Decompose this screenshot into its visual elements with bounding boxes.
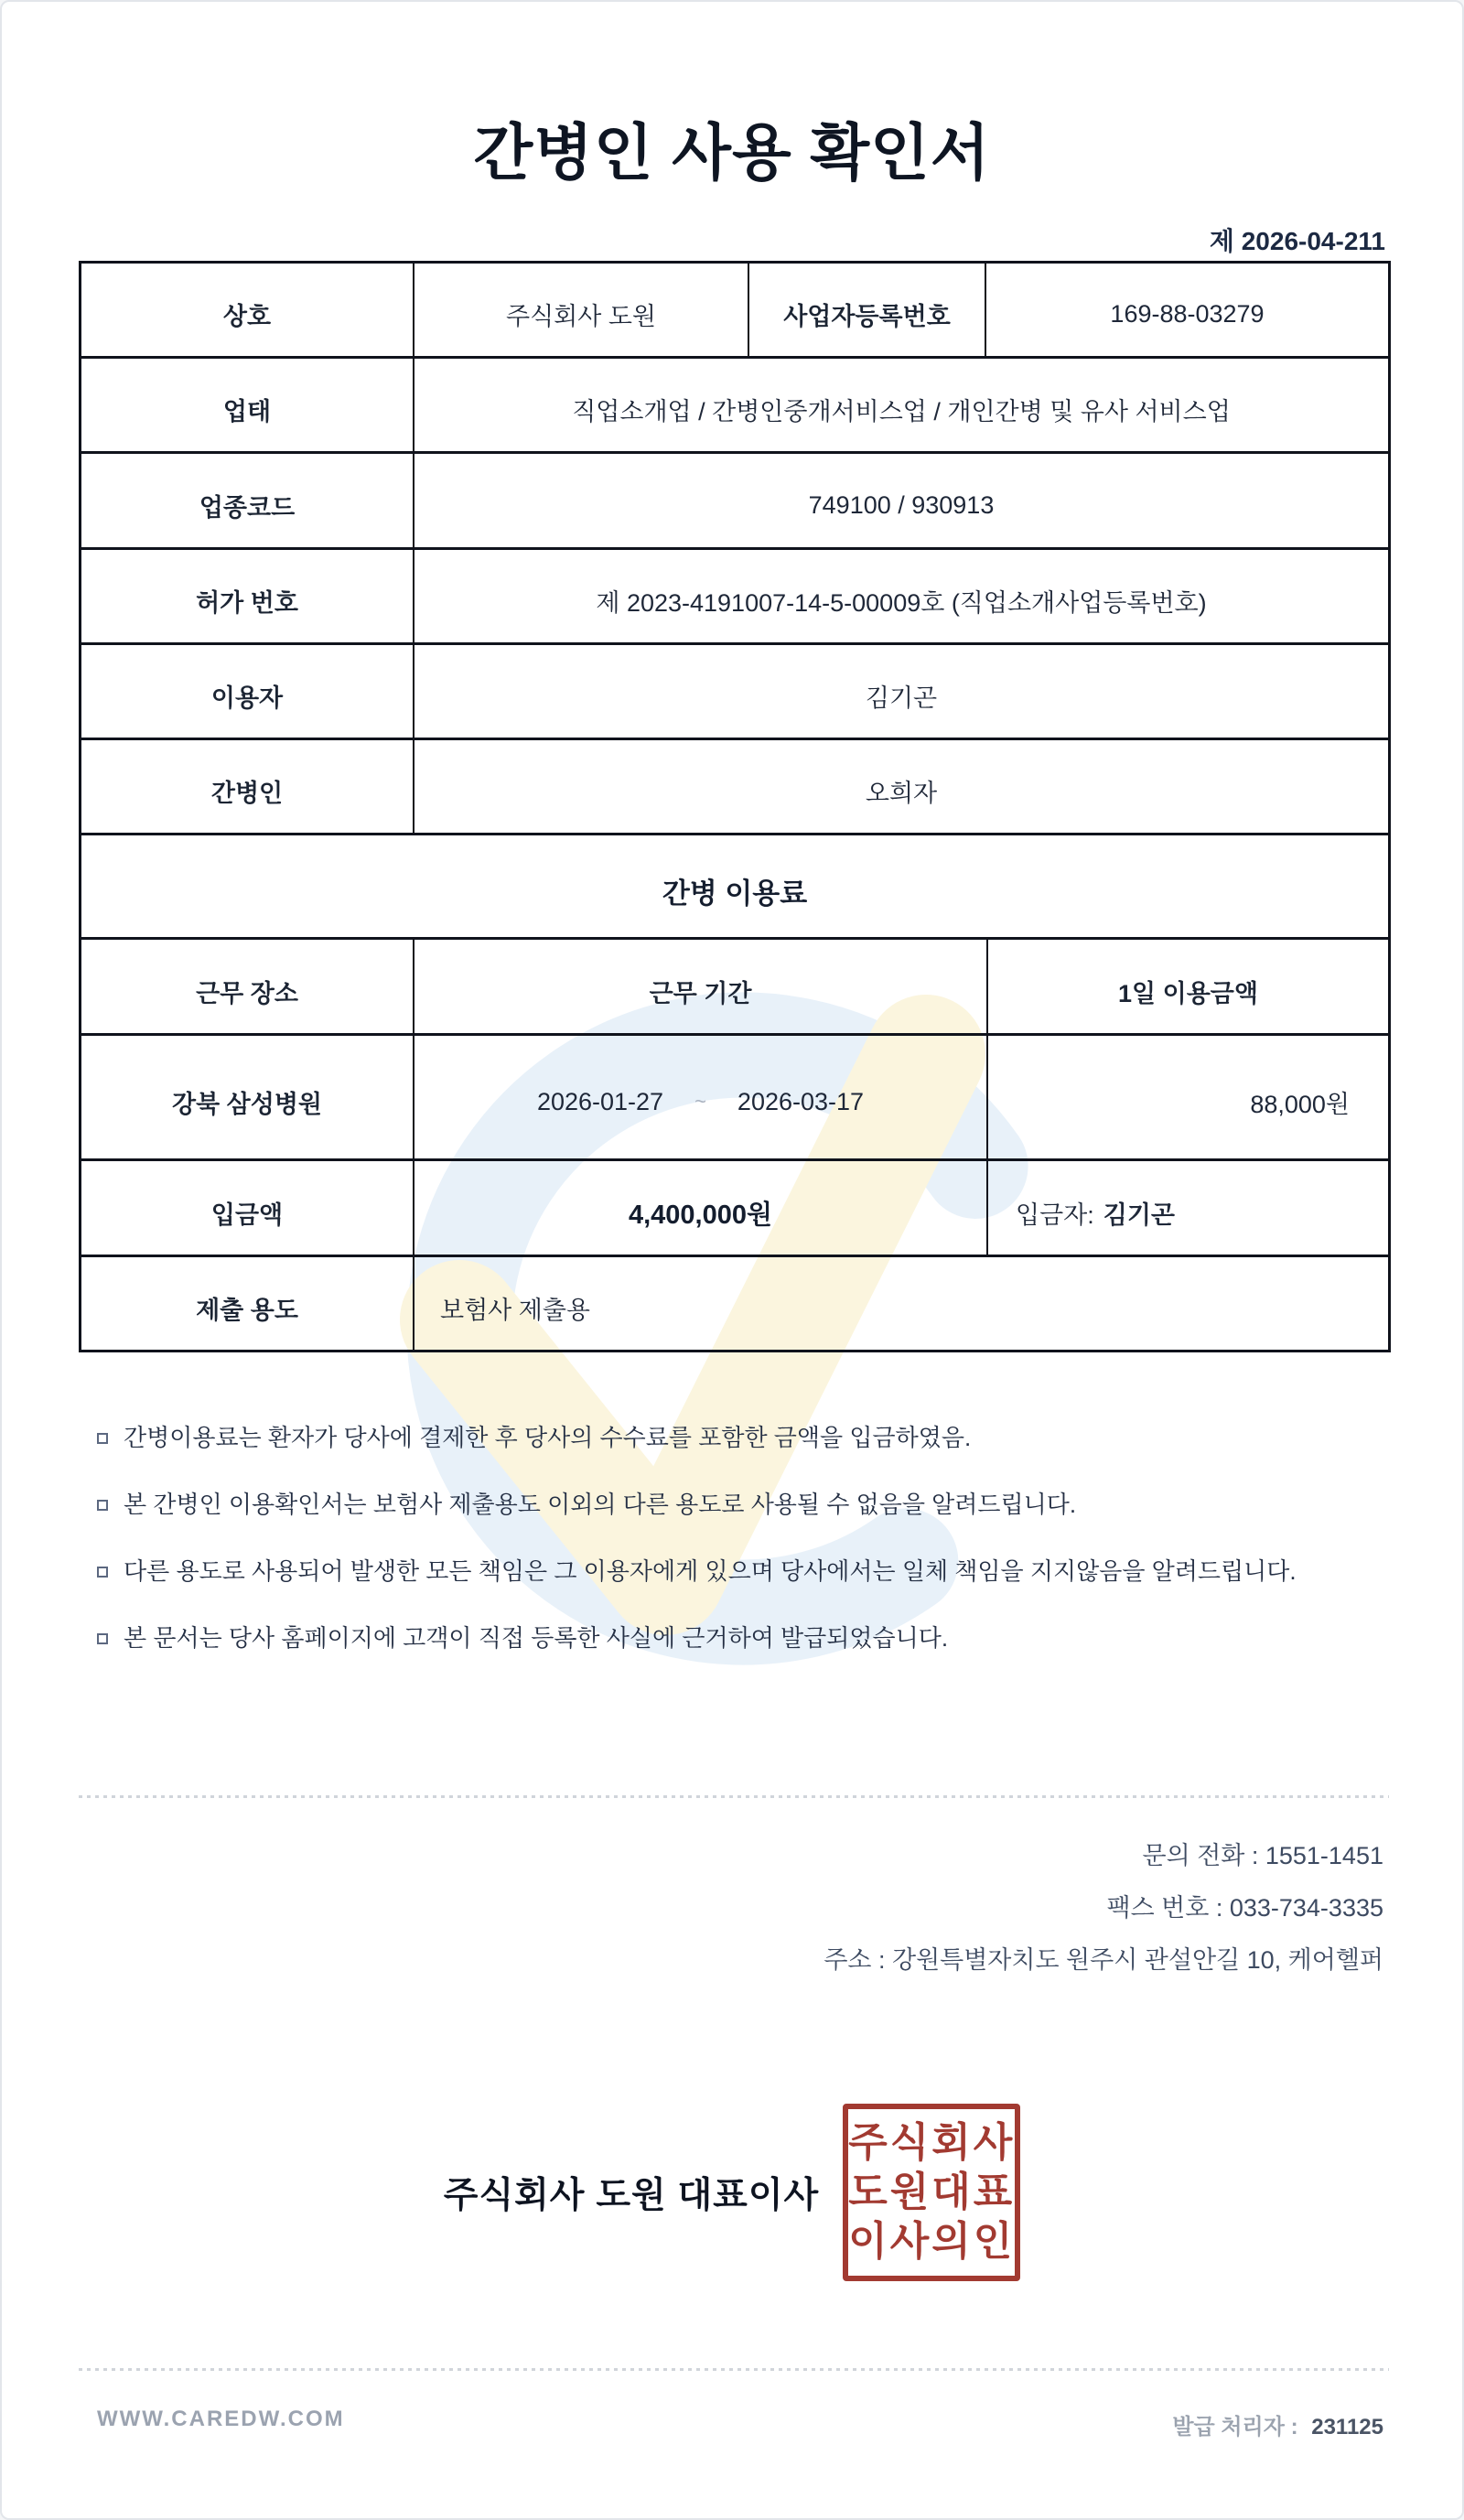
table-row-fee-data (81, 1036, 1388, 1161)
field-label-license-number: 허가 번호 (81, 550, 414, 642)
stamp-text-line: 도원대표 (848, 2170, 1016, 2215)
note-text: 간병이용료는 환자가 당사에 결제한 후 당사의 수수료를 포함한 금액을 입금하였음. (124, 1424, 972, 1451)
field-label-company: 상호 (81, 264, 414, 356)
field-value-daily-fee: 88,000원 (1250, 1090, 1350, 1118)
table-row-license-number (81, 550, 1388, 645)
field-label-business-code: 업종코드 (81, 454, 414, 547)
depositor-label: 입금자: (1016, 1201, 1094, 1229)
column-header-work-period: 근무 기간 (414, 940, 988, 1033)
field-value-depositor (988, 1161, 1388, 1255)
column-header-daily-fee: 1일 이용금액 (1118, 979, 1258, 1007)
work-period-start-date: 2026-01-27 (536, 1087, 664, 1115)
field-value-purpose: 보험사 제출용 (440, 1297, 590, 1324)
field-value-company: 주식회사 도원 (414, 264, 749, 356)
note-item (97, 1489, 1367, 1520)
table-row-deposit (81, 1161, 1388, 1257)
field-value-deposit-amount: 4,400,000원 (414, 1161, 988, 1255)
note-text: 본 문서는 당사 홈페이지에 고객이 직접 등록한 사실에 근거하여 발급되었습니다. (124, 1624, 949, 1652)
field-label-purpose: 제출 용도 (81, 1257, 414, 1350)
company-seal-stamp (843, 2104, 1020, 2281)
work-period-end-date: 2026-03-17 (737, 1087, 865, 1115)
bullet-square-icon (97, 1633, 108, 1644)
table-row-business-code (81, 454, 1388, 550)
field-label-business-reg-no: 사업자등록번호 (749, 264, 986, 356)
table-row-user (81, 645, 1388, 740)
table-row-company (81, 264, 1388, 359)
certificate-table (79, 261, 1391, 1352)
note-text: 본 간병인 이용확인서는 보험사 제출용도 이외의 다른 용도로 사용될 수 없음을 알려드립니다. (124, 1491, 1077, 1518)
field-value-license-number: 제 2023-4191007-14-5-00009호 (직업소개사업등록번호) (596, 589, 1207, 617)
bullet-square-icon (97, 1433, 108, 1444)
table-row-purpose (81, 1257, 1388, 1350)
stamp-text-line: 이사의인 (848, 2218, 1016, 2264)
contact-info (824, 1830, 1383, 1987)
note-text: 다른 용도로 사용되어 발생한 모든 책임은 그 이용자에게 있으며 당사에서는 일체 책임을 지지않음을 알려드립니다. (124, 1557, 1297, 1585)
note-item (97, 1556, 1367, 1587)
field-value-business-code: 749100 / 930913 (808, 490, 995, 519)
field-value-business-reg-no: 169-88-03279 (1110, 300, 1265, 328)
dotted-divider-bottom (79, 2368, 1389, 2371)
issuer-label: 발급 처리자 : (1172, 2415, 1298, 2439)
stamp-text-line: 주식회사 (848, 2120, 1016, 2166)
issuer-value: 231125 (1311, 2415, 1383, 2439)
contact-phone: 문의 전화 : 1551-1451 (1142, 1842, 1383, 1869)
contact-address: 주소 : 강원특별자치도 원주시 관설안길 10, 케어헬퍼 (824, 1946, 1383, 1974)
contact-fax: 팩스 번호 : 033-734-3335 (1106, 1894, 1383, 1922)
page-title: 간병인 사용 확인서 (473, 119, 991, 188)
note-item (97, 1422, 1367, 1453)
document-number: 제 2026-04-211 (1209, 227, 1385, 255)
depositor-name: 김기곤 (1103, 1201, 1175, 1229)
bullet-square-icon (97, 1567, 108, 1578)
work-period-tilde: ~ (694, 1090, 706, 1113)
note-item (97, 1622, 1367, 1653)
signature-text: 주식회사 도원 대표이사 (443, 2176, 820, 2215)
column-header-work-place: 근무 장소 (81, 940, 414, 1033)
dotted-divider-top (79, 1795, 1389, 1798)
field-label-user: 이용자 (81, 645, 414, 738)
field-value-business-type: 직업소개업 / 간병인중개서비스업 / 개인간병 및 유사 서비스업 (572, 398, 1231, 425)
field-label-deposit: 입금액 (81, 1161, 414, 1255)
table-row-caregiver (81, 740, 1388, 835)
field-label-caregiver: 간병인 (81, 740, 414, 833)
footer-issuer (1172, 2408, 1383, 2440)
bullet-square-icon (97, 1500, 108, 1511)
notes-list (97, 1422, 1367, 1689)
field-label-business-type: 업태 (81, 359, 414, 451)
field-value-work-period (414, 1036, 988, 1158)
table-row-business-type (81, 359, 1388, 454)
field-value-work-place: 강북 삼성병원 (81, 1036, 414, 1158)
signature-row (2, 2103, 1462, 2282)
table-row-fee-section-header (81, 835, 1388, 940)
field-value-caregiver: 오희자 (865, 780, 938, 807)
table-row-fee-headers (81, 940, 1388, 1036)
field-value-user: 김기곤 (865, 684, 938, 712)
fee-section-title: 간병 이용료 (662, 878, 808, 910)
footer-website: WWW.CAREDW.COM (97, 2407, 345, 2431)
